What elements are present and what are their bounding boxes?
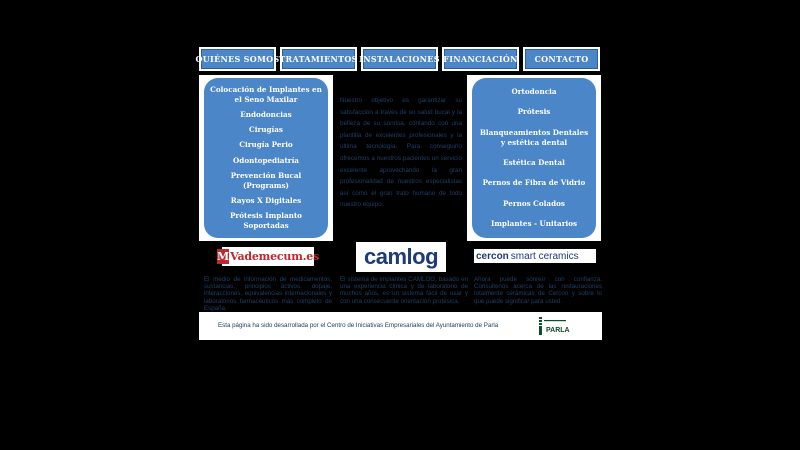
nav-contacto[interactable] bbox=[523, 47, 600, 71]
camlog-logo[interactable] bbox=[356, 242, 446, 272]
treatment-odontopediatria[interactable]: Odontopediatría bbox=[233, 155, 299, 165]
treatment-protesis[interactable]: Prótesis bbox=[517, 107, 551, 117]
right-treatments-list bbox=[472, 78, 596, 238]
nav-instalaciones-label: INSTALACIONES bbox=[363, 49, 436, 69]
nav-financiacion-label: FINANCIACIÓN bbox=[444, 49, 517, 69]
treatment-blanqueamientos[interactable]: Blanqueamientos Dentales y estética dental bbox=[479, 127, 589, 147]
footer-credit-text: Esta página ha sido desarrollada por el Centro de Iniciativas Empresariales del Ayuntamiento de Parla bbox=[218, 322, 499, 329]
camlog-description: El sistema de implantes CAMLOG, basado en una experiencia clínica y de laboratorio de muchos años, es un sistema fácil de usar y con una consecuente orientación protésica. bbox=[340, 276, 468, 305]
cercon-logo-brand: cercon bbox=[476, 250, 509, 262]
footer bbox=[199, 312, 602, 340]
nav-financiacion[interactable] bbox=[442, 47, 519, 71]
nav-contacto-label: CONTACTO bbox=[525, 49, 598, 69]
treatment-implantes-seno[interactable]: Colocación de Implantes en el Seno Maxilar bbox=[210, 84, 322, 104]
treatment-cirugias[interactable]: Cirugías bbox=[249, 125, 283, 135]
treatment-pernos-colados[interactable]: Pernos Colados bbox=[503, 198, 565, 208]
treatment-endodoncias[interactable]: Endodoncias bbox=[240, 109, 292, 119]
parla-logo[interactable] bbox=[535, 315, 575, 337]
treatment-prevencion-bucal[interactable]: Prevención Bucal (Programs) bbox=[230, 170, 302, 190]
treatment-rayos-x[interactable]: Rayos X Digitales bbox=[230, 196, 302, 206]
treatment-ortodoncia[interactable]: Ortodoncia bbox=[511, 87, 557, 97]
nav-tratamientos-label: TRATAMIENTOS bbox=[282, 49, 355, 69]
treatment-cirugia-perio[interactable]: Cirugía Perio bbox=[239, 140, 293, 150]
camlog-logo-text: camlog bbox=[363, 244, 439, 269]
vademecum-mark: M bbox=[216, 250, 230, 263]
nav-instalaciones[interactable] bbox=[361, 47, 438, 71]
parla-logo-text: PARLA bbox=[546, 327, 570, 334]
cercon-description: Ahora puede sonreír con confianza. Consultenos acerca de las restauraciones totalmente cerámicas de Cercon y sobre lo que puede significar para usted. bbox=[474, 276, 602, 305]
cercon-logo-tagline: smart ceramics bbox=[510, 250, 579, 262]
nav-quienes-somos[interactable] bbox=[195, 47, 280, 71]
main-nav bbox=[195, 47, 600, 71]
nav-quienes-somos-label: QUIÉNES SOMOS bbox=[201, 49, 274, 69]
vademecum-description: El medio de información de medicamentos, sustancias, principios activos, dopaje, interacciones, equivalencias internacionales y laboratorios farmacéuticos más completo de España. bbox=[204, 276, 332, 312]
left-treatments-panel bbox=[199, 75, 333, 241]
right-treatments-panel bbox=[467, 75, 601, 241]
treatment-estetica-dental[interactable]: Estética Dental bbox=[503, 157, 565, 167]
nav-tratamientos[interactable] bbox=[280, 47, 357, 71]
left-treatments-list bbox=[204, 78, 328, 238]
intro-text: Nuestro objetivo es garantizar su satisfacción a través de su salud bucal y la belleza de su sonrisa, contando con una plantilla de excelentes profesionales y la última tecnología. Para conseguirlo ofrecemos a nuestros pacientes un servicio excelente aprovechando la gran profesionalidad de nuestros especialistas así como el gran trato humano de todo nuestro equipo. bbox=[340, 97, 462, 209]
treatment-implantes-unitarios[interactable]: Implantes - Unitarios bbox=[490, 218, 578, 228]
treatment-pernos-fibra[interactable]: Pernos de Fibra de Vidrio bbox=[482, 178, 586, 188]
cercon-logo[interactable] bbox=[474, 249, 596, 263]
vademecum-logo-text: Vademecum.es bbox=[230, 250, 320, 263]
treatment-protesis-implanto[interactable]: Prótesis Implanto Soportadas bbox=[230, 211, 302, 231]
vademecum-logo[interactable] bbox=[216, 247, 320, 266]
